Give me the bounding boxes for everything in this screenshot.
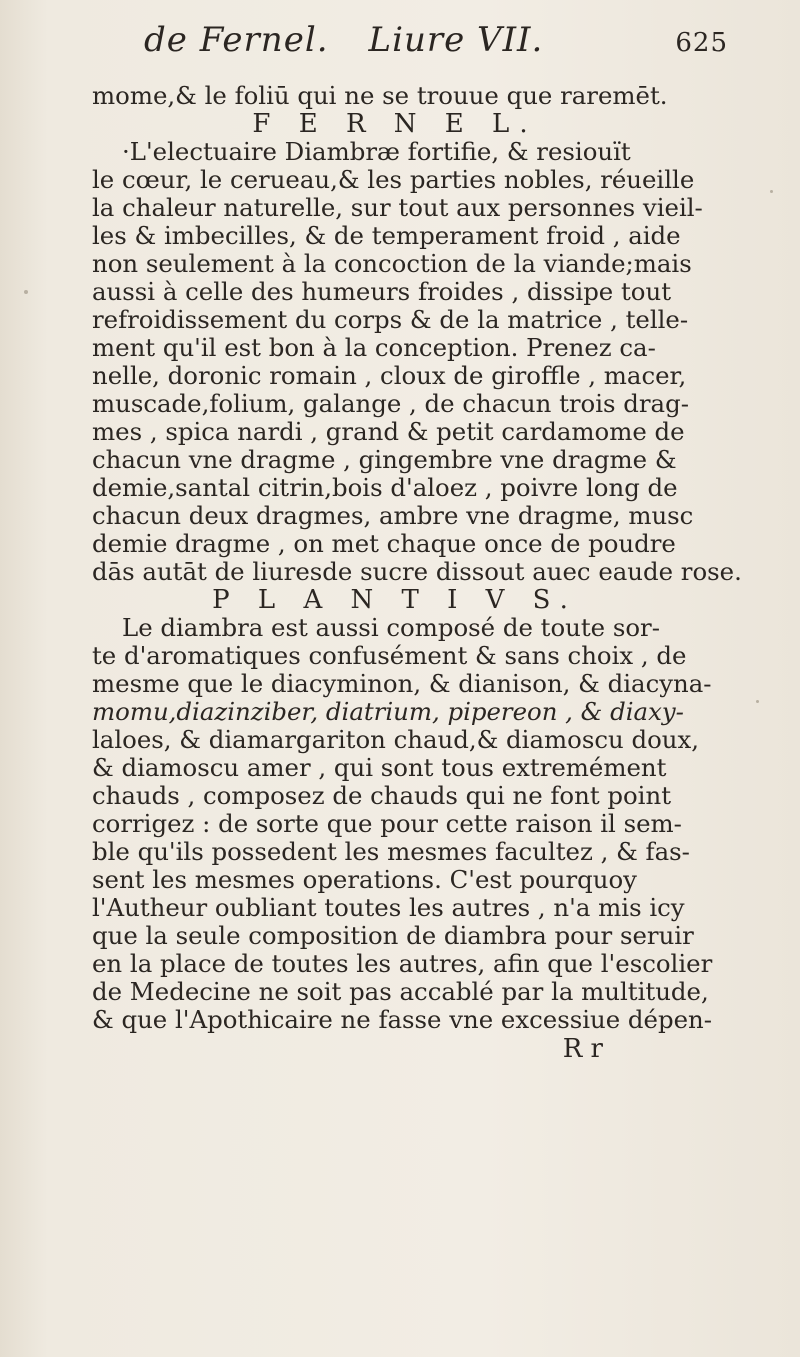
text-line: que la seule composition de diambra pour seruir	[92, 921, 694, 950]
text-line: momu,diazinziber, diatrium, pipereon , & diaxy-	[92, 697, 684, 726]
text-line: mes , spica nardi , grand & petit cardamome de	[92, 417, 685, 446]
text-line: sent les mesmes operations. C'est pourquoy	[92, 865, 637, 894]
text-line: & que l'Apothicaire ne fasse vne excessiue dépen-	[92, 1005, 712, 1034]
text-line: mesme que le diacyminon, & dianison, & diacyna-	[92, 669, 712, 698]
signature-mark: R r	[562, 1034, 603, 1064]
text-line: chacun deux dragmes, ambre vne dragme, musc	[92, 501, 694, 530]
text-line: te d'aromatiques confusément & sans choix , de	[92, 641, 687, 670]
text-line: demie dragme , on met chaque once de poudre	[92, 529, 676, 558]
ink-speck	[756, 700, 759, 703]
text-line: l'Autheur oubliant toutes les autres , n'a mis icy	[92, 893, 685, 922]
section-heading: P L A N T I V S.	[212, 585, 578, 615]
text-line: ment qu'il est bon à la conception. Prenez ca-	[92, 333, 656, 362]
text-line: non seulement à la concoction de la viande;mais	[92, 249, 692, 278]
text-line: demie,santal citrin,bois d'aloez , poivre long de	[92, 473, 678, 502]
body-text	[92, 82, 758, 1034]
text-line: en la place de toutes les autres, afin que l'escolier	[92, 949, 713, 978]
text-line: & diamoscu amer , qui sont tous extremément	[92, 753, 667, 782]
text-line: Le diambra est aussi composé de toute sor-	[122, 613, 660, 642]
text-line: laloes, & diamargariton chaud,& diamoscu doux,	[92, 725, 699, 754]
text-line: dās autāt de liuresde sucre dissout auec eaude rose.	[92, 557, 742, 586]
text-line: mome,& le foliū qui ne se trouue que raremēt.	[92, 81, 668, 110]
text-line: les & imbecilles, & de temperament froid , aide	[92, 221, 681, 250]
text-line: nelle, doronic romain , cloux de giroffle , macer,	[92, 361, 687, 390]
text-line: le cœur, le cerueau,& les parties nobles, réueille	[92, 165, 695, 194]
text-line: la chaleur naturelle, sur tout aux personnes vieil-	[92, 193, 703, 222]
text-line: de Medecine ne soit pas accablé par la multitude,	[92, 977, 709, 1006]
ink-speck	[24, 290, 28, 294]
page-number: 625	[675, 28, 728, 58]
running-header	[92, 20, 758, 82]
text-line: ble qu'ils possedent les mesmes facultez , & fas-	[92, 837, 690, 866]
text-line: refroidissement du corps & de la matrice , telle-	[92, 305, 689, 334]
text-line: muscade,folium, galange , de chacun trois drag-	[92, 389, 689, 418]
header-book: Liure VII.	[368, 20, 544, 60]
section-heading: F E R N E L.	[252, 109, 538, 139]
text-line: corrigez : de sorte que pour cette raison il sem-	[92, 809, 682, 838]
ink-speck	[770, 190, 773, 193]
text-line: chauds , composez de chauds qui ne font point	[92, 781, 671, 810]
header-author: de Fernel.	[144, 20, 329, 60]
text-line: aussi à celle des humeurs froides , dissipe tout	[92, 277, 671, 306]
text-line: ·L'electuaire Diambræ fortifie, & resiouït	[122, 137, 631, 166]
text-line: chacun vne dragme , gingembre vne dragme &	[92, 445, 677, 474]
